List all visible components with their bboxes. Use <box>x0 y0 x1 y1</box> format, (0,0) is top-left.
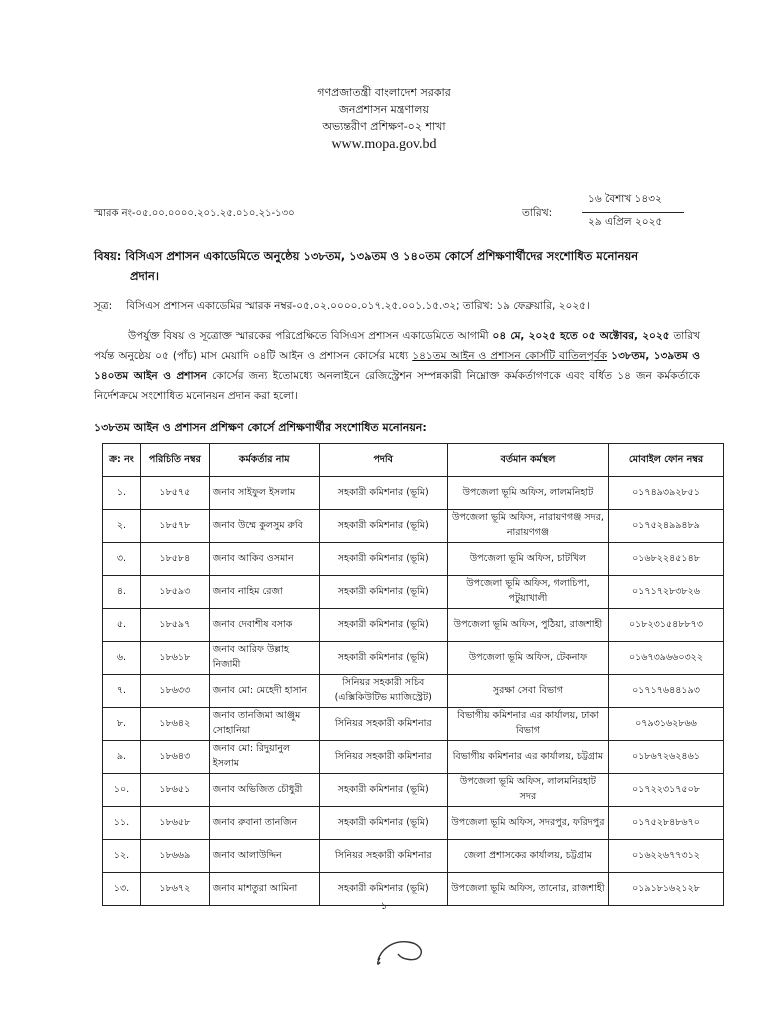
row-designation: সিনিয়র সহকারী কমিশনার <box>319 708 447 741</box>
row-id: ১৮৫৯৩ <box>140 576 209 609</box>
row-designation: সহকারী কমিশনার (ভূমি) <box>319 510 447 543</box>
row-id: ১৮৬১৮ <box>140 642 209 675</box>
row-workplace: বিভাগীয় কমিশনার এর কার্যালয়, ঢাকা বিভাগ <box>447 708 608 741</box>
row-workplace: উপজেলা ভূমি অফিস, চাটখিল <box>447 543 608 576</box>
row-phone: ০১৮২৩১৫৪৮৮৭৩ <box>609 609 724 642</box>
row-id: ১৮৬৭২ <box>140 873 209 906</box>
row-name: জনাব সাইফুল ইসলাম <box>209 477 319 510</box>
row-serial: ৪. <box>103 576 141 609</box>
row-serial: ৬. <box>103 642 141 675</box>
row-designation: সহকারী কমিশনার (ভূমি) <box>319 873 447 906</box>
subject-label: বিষয়: <box>94 249 122 263</box>
table-row <box>103 576 724 609</box>
row-name: জনাব মো: রিদুয়ানুল ইসলাম <box>209 741 319 774</box>
nomination-table <box>102 443 724 906</box>
paragraph-part1: উপর্যুক্ত বিষয় ও সূত্রোক্ত স্মারকের পরিপ্রেক্ষিতে বিসিএস প্রশাসন একাডেমিতে আগামী <box>128 330 493 342</box>
row-name: জনাব নাহিম রেজা <box>209 576 319 609</box>
table-row <box>103 477 724 510</box>
subject <box>94 246 704 286</box>
ministry-title: জনপ্রশাসন মন্ত্রণালয় <box>339 103 429 116</box>
row-workplace: উপজেলা ভূমি অফিস, গলাচিপা, পটুয়াখালী <box>447 576 608 609</box>
row-workplace: উপজেলা ভূমি অফিস, লালমনিহাট <box>447 477 608 510</box>
row-id: ১৮৬৪২ <box>140 708 209 741</box>
row-serial: ২. <box>103 510 141 543</box>
row-name: জনাব রুবানা তানজিন <box>209 807 319 840</box>
date-divider <box>582 212 684 213</box>
table-row <box>103 774 724 807</box>
subject-line1: বিসিএস প্রশাসন একাডেমিতে অনুষ্ঠেয় ১৩৮তম, ১৩৯তম ও ১৪০তম কোর্সে প্রশিক্ষণার্থীদের সংশোধিত মনোনয়ন <box>125 249 639 263</box>
row-workplace: উপজেলা ভূমি অফিস, টেকনাফ <box>447 642 608 675</box>
row-serial: ১২. <box>103 840 141 873</box>
table-header-row <box>103 444 724 477</box>
row-phone: ০১৭৫২৮৪৮৬৭০ <box>609 807 724 840</box>
reference-label: সূত্র: <box>94 300 113 312</box>
col-serial: ক্র: নং <box>103 444 141 477</box>
table-row <box>103 675 724 708</box>
row-designation: সহকারী কমিশনার (ভূমি) <box>319 642 447 675</box>
row-designation: সহকারী কমিশনার (ভূমি) <box>319 609 447 642</box>
paragraph-courses: ১৩৮তম, ১৩৯তম ও ১৪০তম আইন ও প্রশাসন <box>94 350 700 382</box>
date-gregorian: ২৯ এপ্রিল ২০২৫ <box>588 216 663 228</box>
row-designation: সিনিয়র সহকারী কমিশনার <box>319 840 447 873</box>
row-workplace: উপজেলা ভূমি অফিস, সদরপুর, ফরিদপুর <box>447 807 608 840</box>
paragraph-part7: কোর্সের জন্য ইতোমধ্যে অনলাইনে রেজিস্ট্রেশন সম্পন্নকারী নিম্নোক্ত কর্মকর্তাগণকে এবং বর্ধিত ১৪ জন কর্মকর্তাকে নির্দেশক্রমে সংশোধিত মনোনয়ন প্রদান করা হলো। <box>94 370 700 402</box>
row-id: ১৮৬৫১ <box>140 774 209 807</box>
row-designation: সিনিয়র সহকারী সচিব (এক্সিকিউটিভ ম্যাজিস্ট্রেট) <box>319 675 447 708</box>
col-name: কর্মকর্তার নাম <box>209 444 319 477</box>
row-name: জনাব তানজিমা আঞ্জুম সোহানিয়া <box>209 708 319 741</box>
memo-number: স্মারক নং-০৫.০০.০০০০.২০১.২৫.০১০.২১-১৩০ <box>94 208 295 219</box>
row-id: ১৮৬৫৮ <box>140 807 209 840</box>
paragraph-cancelled-course: ১৪১তম আইন ও প্রশাসন কোর্সটি বাতিলপূর্বক <box>412 350 608 362</box>
col-id: পরিচিতি নম্বর <box>140 444 209 477</box>
paragraph-part3: তারিখ পর্যন্ত অনুষ্ঠেয় ০৫ (পাঁচ) মাস মেয়াদি ০৪টি আইন ও প্রশাসন কোর্সের মধ্যে <box>94 330 701 362</box>
row-workplace: উপজেলা ভূমি অফিস, নারায়ণগঞ্জ সদর, নারায়ণগঞ্জ <box>447 510 608 543</box>
row-name: জনাব আলাউদ্দিন <box>209 840 319 873</box>
row-phone: ০৭৯৩১৬২৮৬৬ <box>609 708 724 741</box>
row-name: জনাব অভিজিত চৌধুরী <box>209 774 319 807</box>
row-phone: ০১৯১৮১৬২১২৮ <box>609 873 724 906</box>
row-name: জনাব আকিব ওসমান <box>209 543 319 576</box>
row-serial: ৩. <box>103 543 141 576</box>
row-designation: সহকারী কমিশনার (ভূমি) <box>319 543 447 576</box>
date-bangla: ১৬ বৈশাখ ১৪৩২ <box>588 193 662 205</box>
section-title: অভ্যন্তরীণ প্রশিক্ষণ-০২ শাখা <box>322 120 446 133</box>
paragraph-dates: ০৪ মে, ২০২৫ হতে ০৫ অক্টোবর, ২০২৫ <box>492 330 670 342</box>
col-designation: পদবি <box>319 444 447 477</box>
row-workplace: উপজেলা ভূমি অফিস, পুঠিয়া, রাজশাহী <box>447 609 608 642</box>
row-serial: ১. <box>103 477 141 510</box>
row-workplace: উপজেলা ভূমি অফিস, তানোর, রাজশাহী <box>447 873 608 906</box>
row-workplace: সুরক্ষা সেবা বিভাগ <box>447 675 608 708</box>
row-workplace: জেলা প্রশাসকের কার্যালয়, চট্টগ্রাম <box>447 840 608 873</box>
row-designation: সিনিয়র সহকারী কমিশনার <box>319 741 447 774</box>
row-name: জনাব দেবাশীষ বসাক <box>209 609 319 642</box>
row-id: ১৮৫৯৭ <box>140 609 209 642</box>
row-serial: ৮. <box>103 708 141 741</box>
table-row <box>103 510 724 543</box>
row-designation: সহকারী কমিশনার (ভূমি) <box>319 576 447 609</box>
row-phone: ০১৭১৭২৮৩৮২৬ <box>609 576 724 609</box>
body-paragraph <box>94 326 700 406</box>
row-name: জনাব মাশতুরা আমিনা <box>209 873 319 906</box>
row-phone: ০১৮৬৭২৬২৪৬১ <box>609 741 724 774</box>
row-phone: ০১৬৭৩৯৬৬০৩২২ <box>609 642 724 675</box>
row-phone: ০১৭৪৯৩৯২৮৫১ <box>609 477 724 510</box>
signature-mark <box>372 930 442 970</box>
row-phone: ০১৬২২৬৭৭৩১২ <box>609 840 724 873</box>
row-serial: ১১. <box>103 807 141 840</box>
row-designation: সহকারী কমিশনার (ভূমি) <box>319 477 447 510</box>
reference <box>94 299 714 316</box>
table-row <box>103 609 724 642</box>
row-serial: ১০. <box>103 774 141 807</box>
table-row <box>103 741 724 774</box>
table-row <box>103 840 724 873</box>
row-id: ১৮৬৩৩ <box>140 675 209 708</box>
row-serial: ৯. <box>103 741 141 774</box>
row-id: ১৮৫৭৫ <box>140 477 209 510</box>
table-row <box>103 642 724 675</box>
date-label: তারিখ: <box>522 207 553 219</box>
row-serial: ১৩. <box>103 873 141 906</box>
col-phone: মোবাইল ফোন নম্বর <box>609 444 724 477</box>
subject-line2: প্রদান। <box>130 269 159 283</box>
website-link[interactable]: www.mopa.gov.bd <box>331 137 437 152</box>
table-heading: ১৩৮তম আইন ও প্রশাসন প্রশিক্ষণ কোর্সে প্রশিক্ষণার্থীর সংশোধিত মনোনয়ন: <box>94 421 427 434</box>
table-row <box>103 543 724 576</box>
government-title: গণপ্রজাতন্ত্রী বাংলাদেশ সরকার <box>317 86 451 99</box>
row-serial: ৫. <box>103 609 141 642</box>
row-serial: ৭. <box>103 675 141 708</box>
col-workplace: বর্তমান কর্মস্থল <box>447 444 608 477</box>
row-phone: ০১৬৮২২৪৫১৪৮ <box>609 543 724 576</box>
row-id: ১৮৫৮৪ <box>140 543 209 576</box>
table-row <box>103 708 724 741</box>
row-phone: ০১৭১৭৬৪৪১৯৩ <box>609 675 724 708</box>
row-id: ১৮৫৭৮ <box>140 510 209 543</box>
row-name: জনাব মো: মেহেদী হাসান <box>209 675 319 708</box>
row-name: জনাব উম্মে কুলসুম রুবি <box>209 510 319 543</box>
page-number: ১ <box>380 901 388 912</box>
row-designation: সহকারী কমিশনার (ভূমি) <box>319 807 447 840</box>
table-row <box>103 807 724 840</box>
row-phone: ০১৭২২৩১৭৫০৮ <box>609 774 724 807</box>
reference-text: বিসিএস প্রশাসন একাডেমির স্মারক নম্বর-০৫.০২.০০০০.০১৭.২৫.০০১.১৫.৩২; তারিখ: ১৯ ফেব্রুয়ারি, ২০২৫। <box>126 300 590 312</box>
row-workplace: বিভাগীয় কমিশনার এর কার্যালয়, চট্টগ্রাম <box>447 741 608 774</box>
row-name: জনাব আরিফ উল্লাহ নিজামী <box>209 642 319 675</box>
row-designation: সহকারী কমিশনার (ভূমি) <box>319 774 447 807</box>
row-phone: ০১৭৫২৪৯৯৪৮৯ <box>609 510 724 543</box>
row-id: ১৮৬৬৯ <box>140 840 209 873</box>
row-workplace: উপজেলা ভূমি অফিস, লালমনিরহাট সদর <box>447 774 608 807</box>
row-id: ১৮৬৪৩ <box>140 741 209 774</box>
